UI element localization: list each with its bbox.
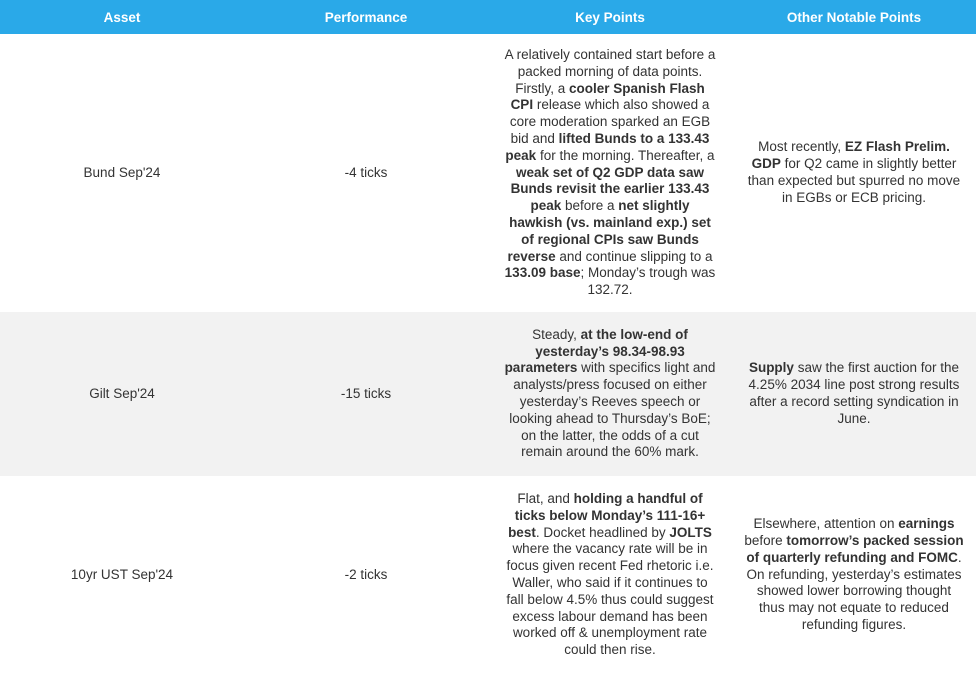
other-points-highlight: Supply [748,360,794,376]
key-points-highlight: net slightly hawkish (vs. mainland exp.) set of regional CPIs saw Bunds reverse [507,198,711,264]
header-key-points: Key Points [488,0,732,34]
key-points-cell [488,312,732,476]
key-points-text: where the vacancy rate will be in focus given recent Fed rhetoric i.e. Waller, who said if it continues to fall below 4.5% thus could suggest excess labour demand has been worked off & unemployment rate could then rise. [506,541,714,658]
table-row [0,312,976,476]
asset-cell: 10yr UST Sep'24 [70,566,174,582]
key-points-highlight: at the low-end of yesterday’s 98.34-98.93 parameters [504,326,688,376]
key-points-highlight: JOLTS [669,524,712,540]
other-points-text: Elsewhere, attention on [753,516,899,532]
key-points-cell [488,476,732,674]
performance-cell: -2 ticks [344,566,388,582]
asset-cell: Gilt Sep'24 [0,312,244,476]
other-points-highlight: tomorrow’s packed session of quarterly refunding and FOMC [746,533,964,565]
key-points-text: . Docket headlined by [535,524,670,540]
key-points-highlight: cooler Spanish Flash CPI [510,80,705,113]
key-points-highlight: lifted Bunds to a 133.43 peak [505,131,710,163]
key-points-text: and continue slipping to a [555,248,713,264]
asset-cell: Bund Sep'24 [83,164,161,180]
header-other-points: Other Notable Points [732,0,976,34]
performance-cell: -15 ticks [244,312,488,476]
table-row [0,34,976,312]
key-points-cell [488,34,732,312]
other-points-highlight: earnings [898,516,955,532]
key-points-text: A relatively contained start before a packed morning of data points. Firstly, a [504,47,716,96]
table-row [0,476,976,674]
other-points-text: for Q2 came in slightly better than expected but spurred no move in EGBs or ECB pricing. [747,156,961,205]
key-points-text: ; Monday’s trough was 132.72. [580,265,716,298]
other-points-text: before [744,533,787,548]
other-points-text: . On refunding, yesterday’s estimates showed lower borrowing thought thus may not equate to reduced refunding figures. [746,549,962,632]
other-points-cell [732,312,976,476]
other-points-text: Most recently, [758,139,845,155]
key-points-text: Steady, [532,326,581,342]
other-points-text: saw the first auction for the 4.25% 2034 line post strong results after a record setting syndication in June. [748,360,960,426]
key-points-highlight: 133.09 base [504,265,581,281]
header-row [0,0,976,34]
key-points-highlight: weak set of Q2 GDP data saw Bunds revisit the earlier 133.43 peak [510,164,710,214]
other-points-highlight: EZ Flash Prelim. GDP [751,139,950,172]
header-asset: Asset [0,0,244,34]
other-points-cell [732,34,976,312]
key-points-text: with specifics light and analysts/press focused on either yesterday’s Reeves speech or looking ahead to Thursday’s BoE; on the latter, the odds of a cut remain around the 60% mark. [509,360,716,460]
key-points-text: Flat, and [517,491,574,507]
key-points-text: release which also showed a core moderation sparked an EGB bid and [509,97,711,146]
header-performance: Performance [244,0,488,34]
key-points-text: for the morning. Thereafter, a [536,147,715,163]
key-points-text: before a [561,198,619,214]
performance-cell: -4 ticks [344,164,388,180]
key-points-highlight: holding a handful of ticks below Monday’s 111-16+ best [508,491,706,540]
other-points-cell [732,476,976,674]
